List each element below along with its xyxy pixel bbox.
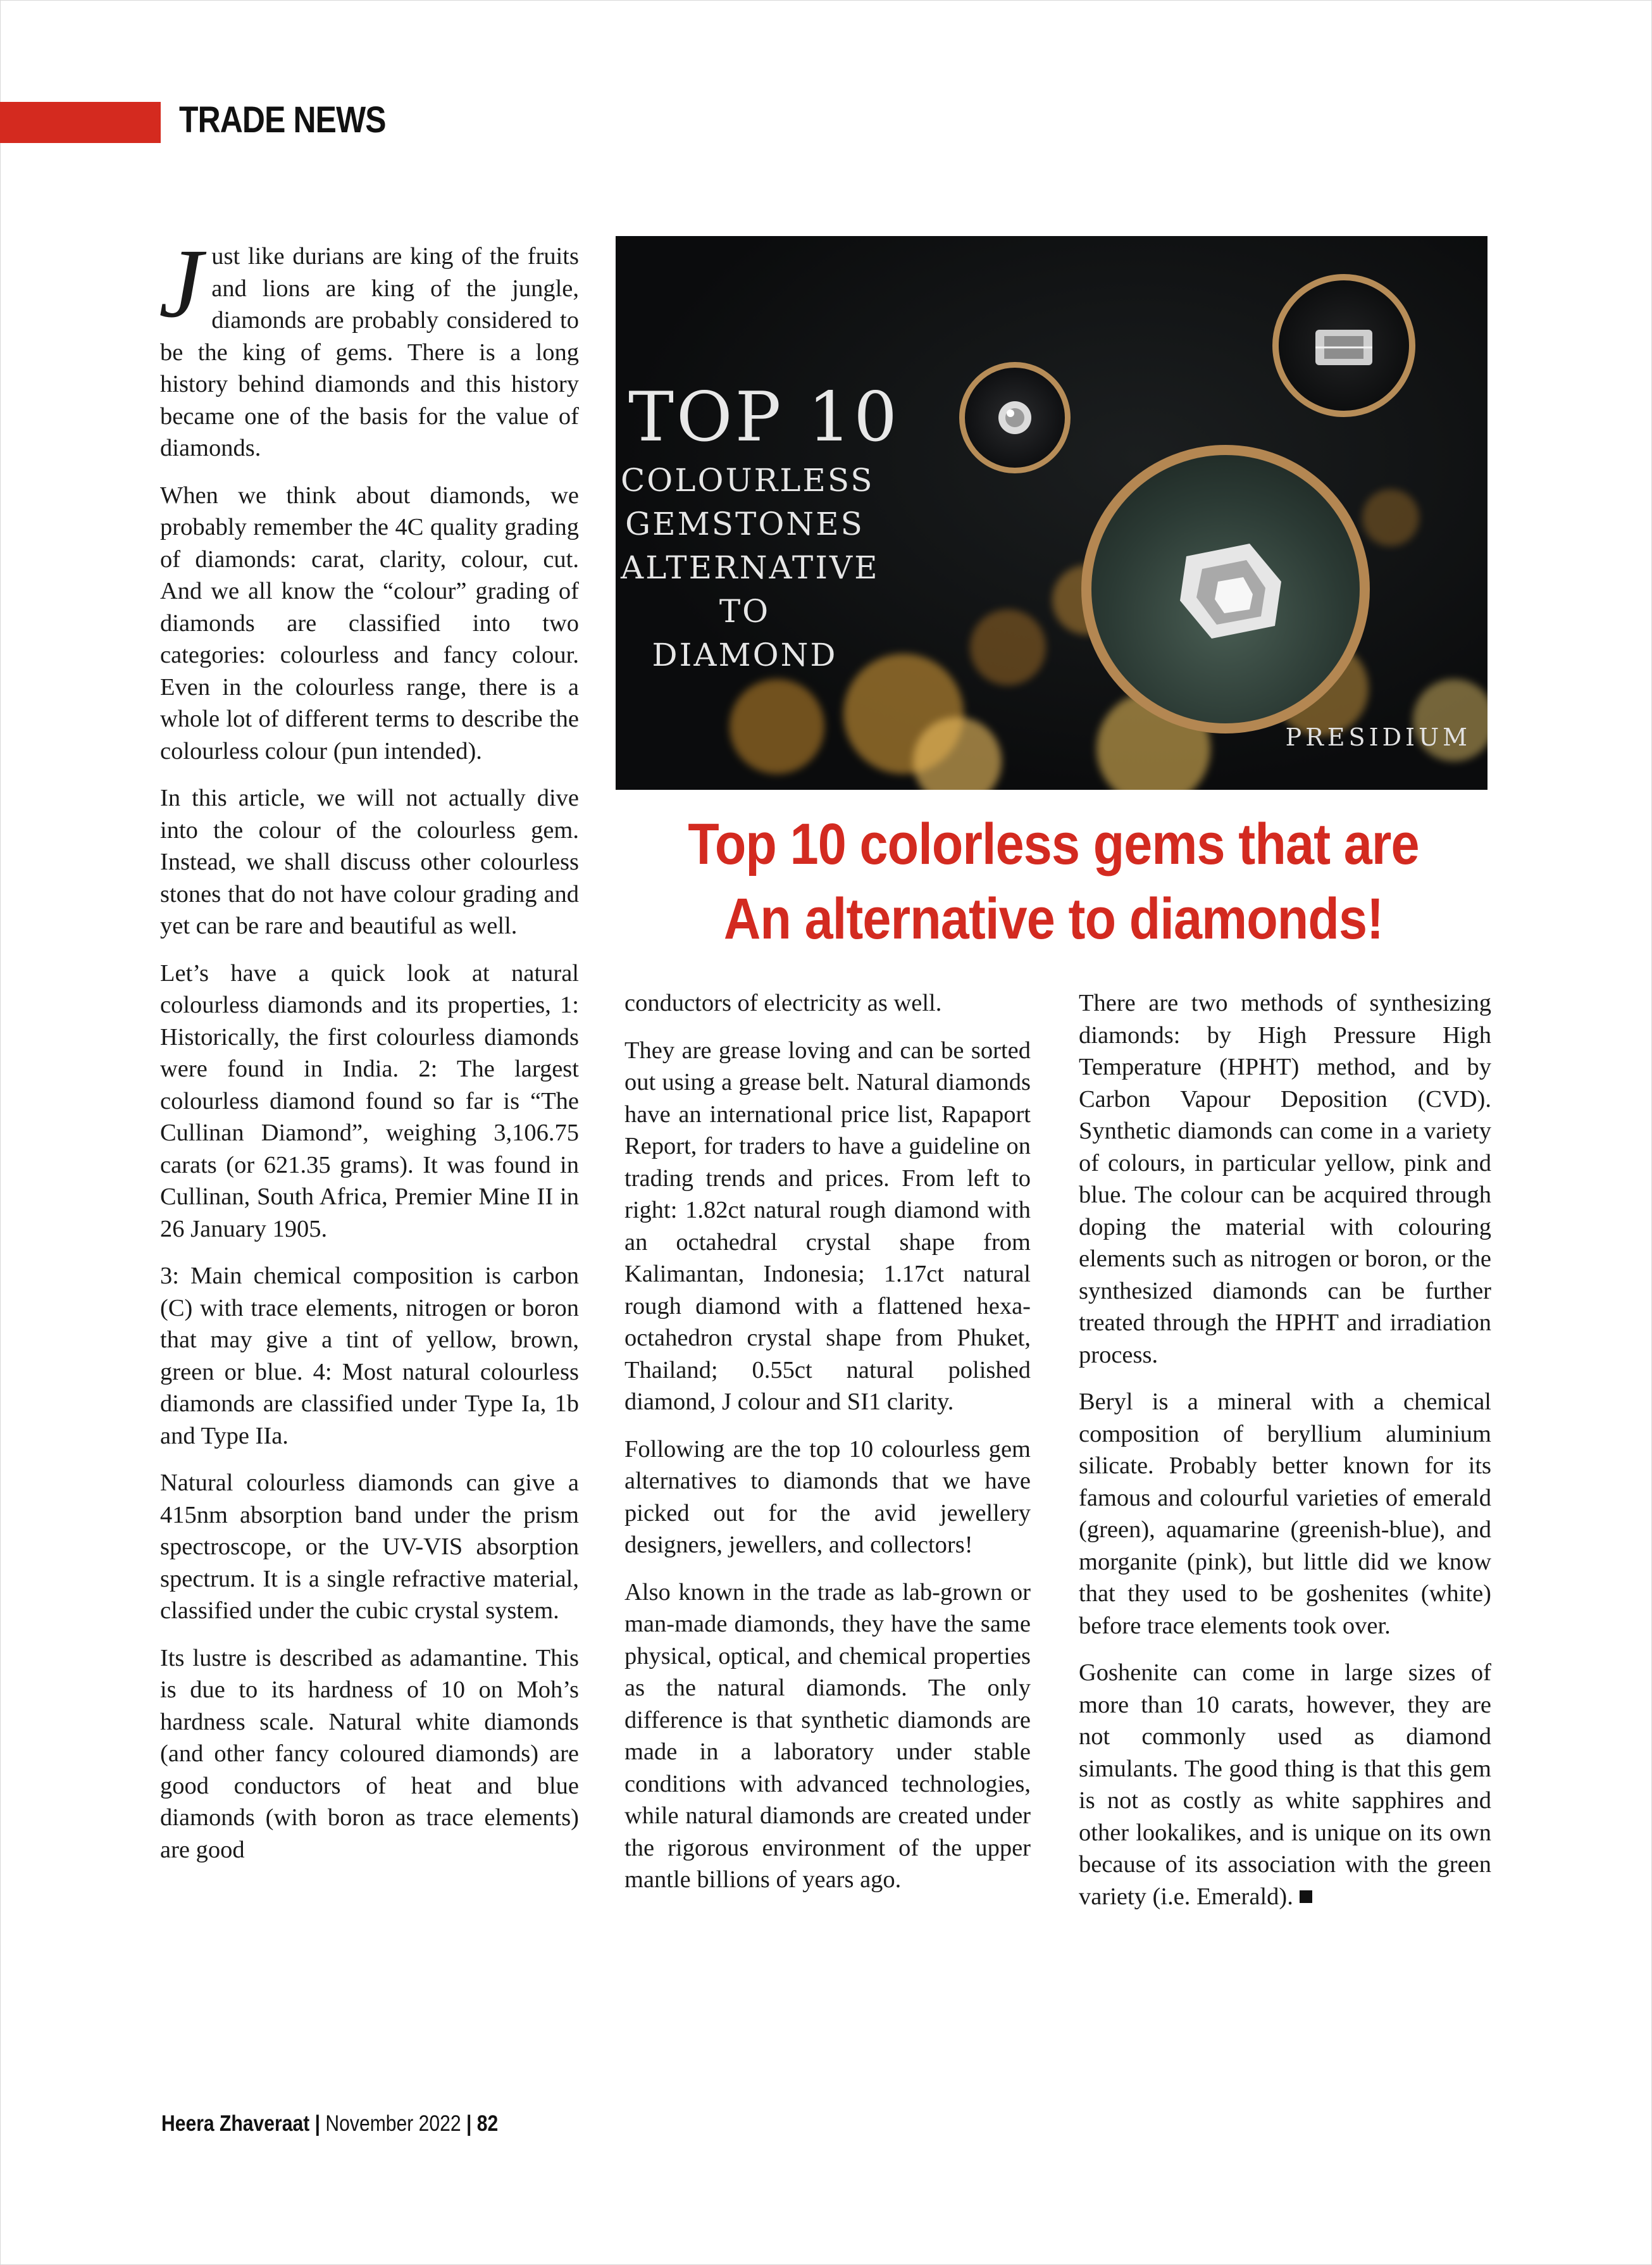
footer-separator: | <box>466 2111 472 2136</box>
page-number: 82 <box>476 2111 499 2136</box>
paragraph: Beryl is a mineral with a chemical composition of beryllium aluminium silicate. Probably better known for its famous and colourful varieties of emerald (green), aquamarine (greenish-blue), and morganite (pink), but little did we know that they used to be goshenites (white) before trace elements took over. <box>1079 1388 1491 1639</box>
paragraph: When we think about diamonds, we probably remember the 4C quality grading of diamonds: carat, clarity, colour, cut. And we all know the “colour” grading of diamonds are classified into two categories: colourless and fancy colour. Even in the colourless range, there is a whole lot of different terms to describe the colourless colour (pun intended). <box>160 482 579 764</box>
paragraph <box>1079 1657 1491 1912</box>
emerald-cut-diamond-icon <box>1279 280 1409 411</box>
article-column-2 <box>624 987 1031 1911</box>
paragraph: There are two methods of synthesizing diamonds: by High Pressure High Temperature (HPHT) method, and by Carbon Vapour Deposition (CVD). Synthetic diamonds can come in a variety of colours, in particular yellow, pink and blue. The colour can be acquired through doping the material with colouring elements such as nitrogen or boron, or the synthesized diamonds can be further treated through the HPHT and irradiation process. <box>1079 990 1491 1368</box>
hero-subtitle-line: COLOURLESS <box>621 462 874 499</box>
round-diamond-icon <box>965 368 1065 468</box>
paragraph: Let’s have a quick look at natural colourless diamonds and its properties, 1: Historically, the first colourless diamonds were found in India. 2: The largest colourless diamond found so far is “The Cullinan Diamond”, weighing 3,106.75 carats (or 621.35 grams). It was found in Cullinan, South Africa, Premier Mine II in 26 January 1905. <box>160 959 579 1242</box>
hero-subtitle-line: TO DIAMOND <box>652 593 838 673</box>
paragraph <box>159 228 579 465</box>
footer-separator: | <box>314 2111 321 2136</box>
hero-subtitle-line: GEMSTONES <box>625 506 864 542</box>
publication-name: Heera Zhaveraat <box>161 2111 310 2136</box>
hero-image <box>616 236 1487 790</box>
paragraph: They are grease loving and can be sorted out using a grease belt. Natural diamonds have an international price list, Rapaport Report, for traders to have a guideline on trading trends and prices. From left to right: 1.82ct natural rough diamond with an octahedral crystal shape from Kalimantan, Indonesia; 1.17ct natural rough diamond with a flattened hexa-octahedron crystal shape from Phuket, Thailand; 0.55ct natural polished diamond, J colour and SI1 clarity. <box>624 1037 1031 1415</box>
article-column-1 <box>159 228 579 1881</box>
hero-subtitle-line: ALTERNATIVE <box>621 549 879 586</box>
paragraph: Its lustre is described as adamantine. This is due to its hardness of 10 on Moh’s hardness scale. Natural white diamonds (and other fancy coloured diamonds) are good conductors of heat and blue diamonds (with boron as trace elements) are good <box>160 1644 579 1863</box>
paragraph-text: ust like durians are king of the fruits and lions are king of the jungle, diamonds are probably considered to be the king of gems. There is a long history behind diamonds and this history became one of the basis for the value of diamonds. <box>160 243 579 461</box>
headline-line-2: An alternative to diamonds! <box>723 887 1384 951</box>
paragraph: In this article, we will not actually dive into the colour of the colourless gem. Instead, we shall discuss other colourless stones that do not have colour grading and yet can be rare and beautiful as well. <box>160 785 579 939</box>
paragraph: 3: Main chemical composition is carbon (C) with trace elements, nitrogen or boron that may give a tint of yellow, brown, green or blue. 4: Most natural colourless diamonds are classified under Type Ia, 1b and Type IIa. <box>160 1263 579 1449</box>
gem-photo-small <box>959 362 1071 473</box>
page-footer <box>161 2111 498 2137</box>
hero-subtitle <box>621 459 879 677</box>
section-label: TRADE NEWS <box>179 99 386 140</box>
article-headline <box>607 807 1500 956</box>
paragraph: Natural colourless diamonds can give a 415nm absorption band under the prism spectroscope, or the UV-VIS absorption spectrum. It is a single refractive material, classified under the cubic crystal system. <box>160 1469 579 1624</box>
paragraph: Also known in the trade as lab-grown or man-made diamonds, they have the same physical, optical, and chemical properties as the natural diamonds. The only difference is that synthetic diamonds are made in a laboratory under stable conditions with advanced technologies, while natural diamonds are created under the rigorous environment of the upper mantle billions of years ago. <box>624 1578 1031 1893</box>
paragraph: conductors of electricity as well. <box>624 990 942 1016</box>
section-accent-bar <box>0 102 161 143</box>
asscher-cut-diamond-icon <box>1091 455 1360 723</box>
brand-logo-text: PRESIDIUM <box>1285 723 1471 751</box>
gem-photo-emerald-cut <box>1272 274 1415 417</box>
issue-date: November 2022 <box>325 2111 461 2136</box>
paragraph-text: Goshenite can come in large sizes of more than 10 carats, however, they are not commonly used as diamond simulants. The good thing is that this gem is not as costly as white sapphires and other lookalikes, and is unique on its own because of its association with the green variety (i.e. Emerald). <box>1079 1659 1491 1910</box>
paragraph: Following are the top 10 colourless gem alternatives to diamonds that we have picked out for the avid jewellery designers, jewellers, and collectors! <box>624 1435 1031 1558</box>
gem-photo-large <box>1081 445 1370 733</box>
hero-title: TOP 10 <box>628 378 900 457</box>
drop-cap: J <box>159 228 203 338</box>
headline-line-1: Top 10 colorless gems that are <box>688 812 1419 877</box>
end-of-article-icon <box>1300 1890 1312 1903</box>
article-column-3 <box>1079 987 1491 1928</box>
